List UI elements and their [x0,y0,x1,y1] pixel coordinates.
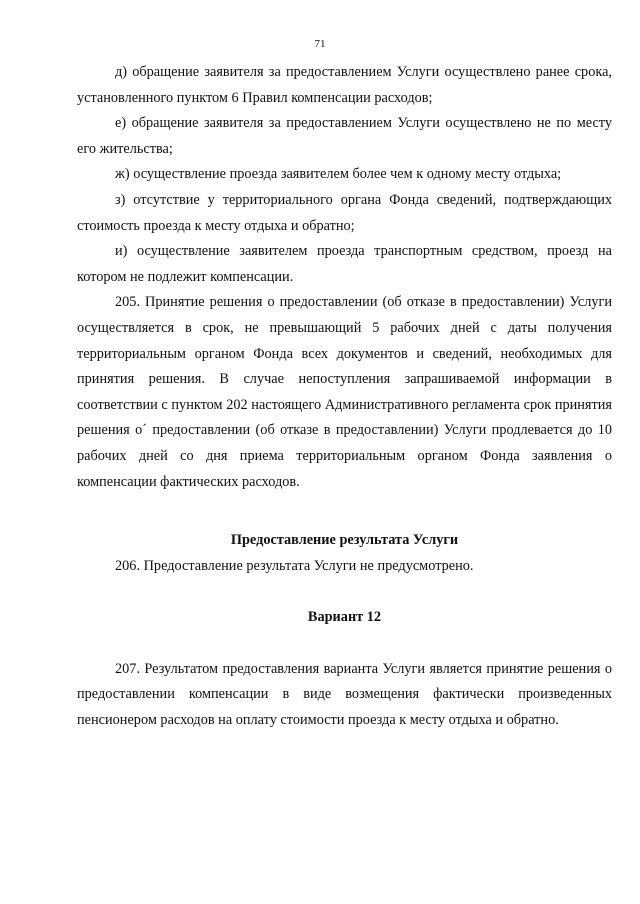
paragraph-e: е) обращение заявителя за предоставлением Услуги осуществлено не по месту его жительства; [77,115,612,157]
paragraph-205: 205. Принятие решения о предоставлении (об отказе в предоставлении) Услуги осуществляется в срок, не превышающий 5 рабочих дней с даты получения территориальным органом Фонда всех документов и сведений, необходимых для принятия решения. В случае непоступления запрашиваемой информации в соответствии с пунктом 202 настоящего Административного регламента срок принятия решения о´ предоставлении (об отказе в предоставлении) Услуги продлевается до 10 рабочих дней со дня приема территориальным органом Фонда заявления о компенсации фактических расходов. [77,294,612,490]
document-body [77,60,612,734]
paragraph-206: 206. Предоставление результата Услуги не предусмотрено. [115,557,474,574]
section-heading-result: Предоставление результата Услуги [230,532,459,549]
paragraph-d: д) обращение заявителя за предоставлением Услуги осуществлено ранее срока, установленного пунктом 6 Правил компенсации расходов; [77,64,612,106]
page-number: 71 [314,38,326,50]
paragraph-i: и) осуществление заявителем проезда транспортным средством, проезд на котором не подлежит компенсации. [77,243,612,285]
paragraph-zh: ж) осуществление проезда заявителем более чем к одному месту отдыха; [115,166,562,183]
paragraph-207: 207. Результатом предоставления варианта Услуги является принятие решения о предоставлении компенсации в виде возмещения фактически произведенных пенсионером расходов на оплату стоимости проезда к месту отдыха и обратно. [77,660,612,729]
section-heading-variant: Вариант 12 [307,609,382,626]
paragraph-z: з) отсутствие у территориального органа Фонда сведений, подтверждающих стоимость проезда к месту отдыха и обратно; [77,191,612,234]
